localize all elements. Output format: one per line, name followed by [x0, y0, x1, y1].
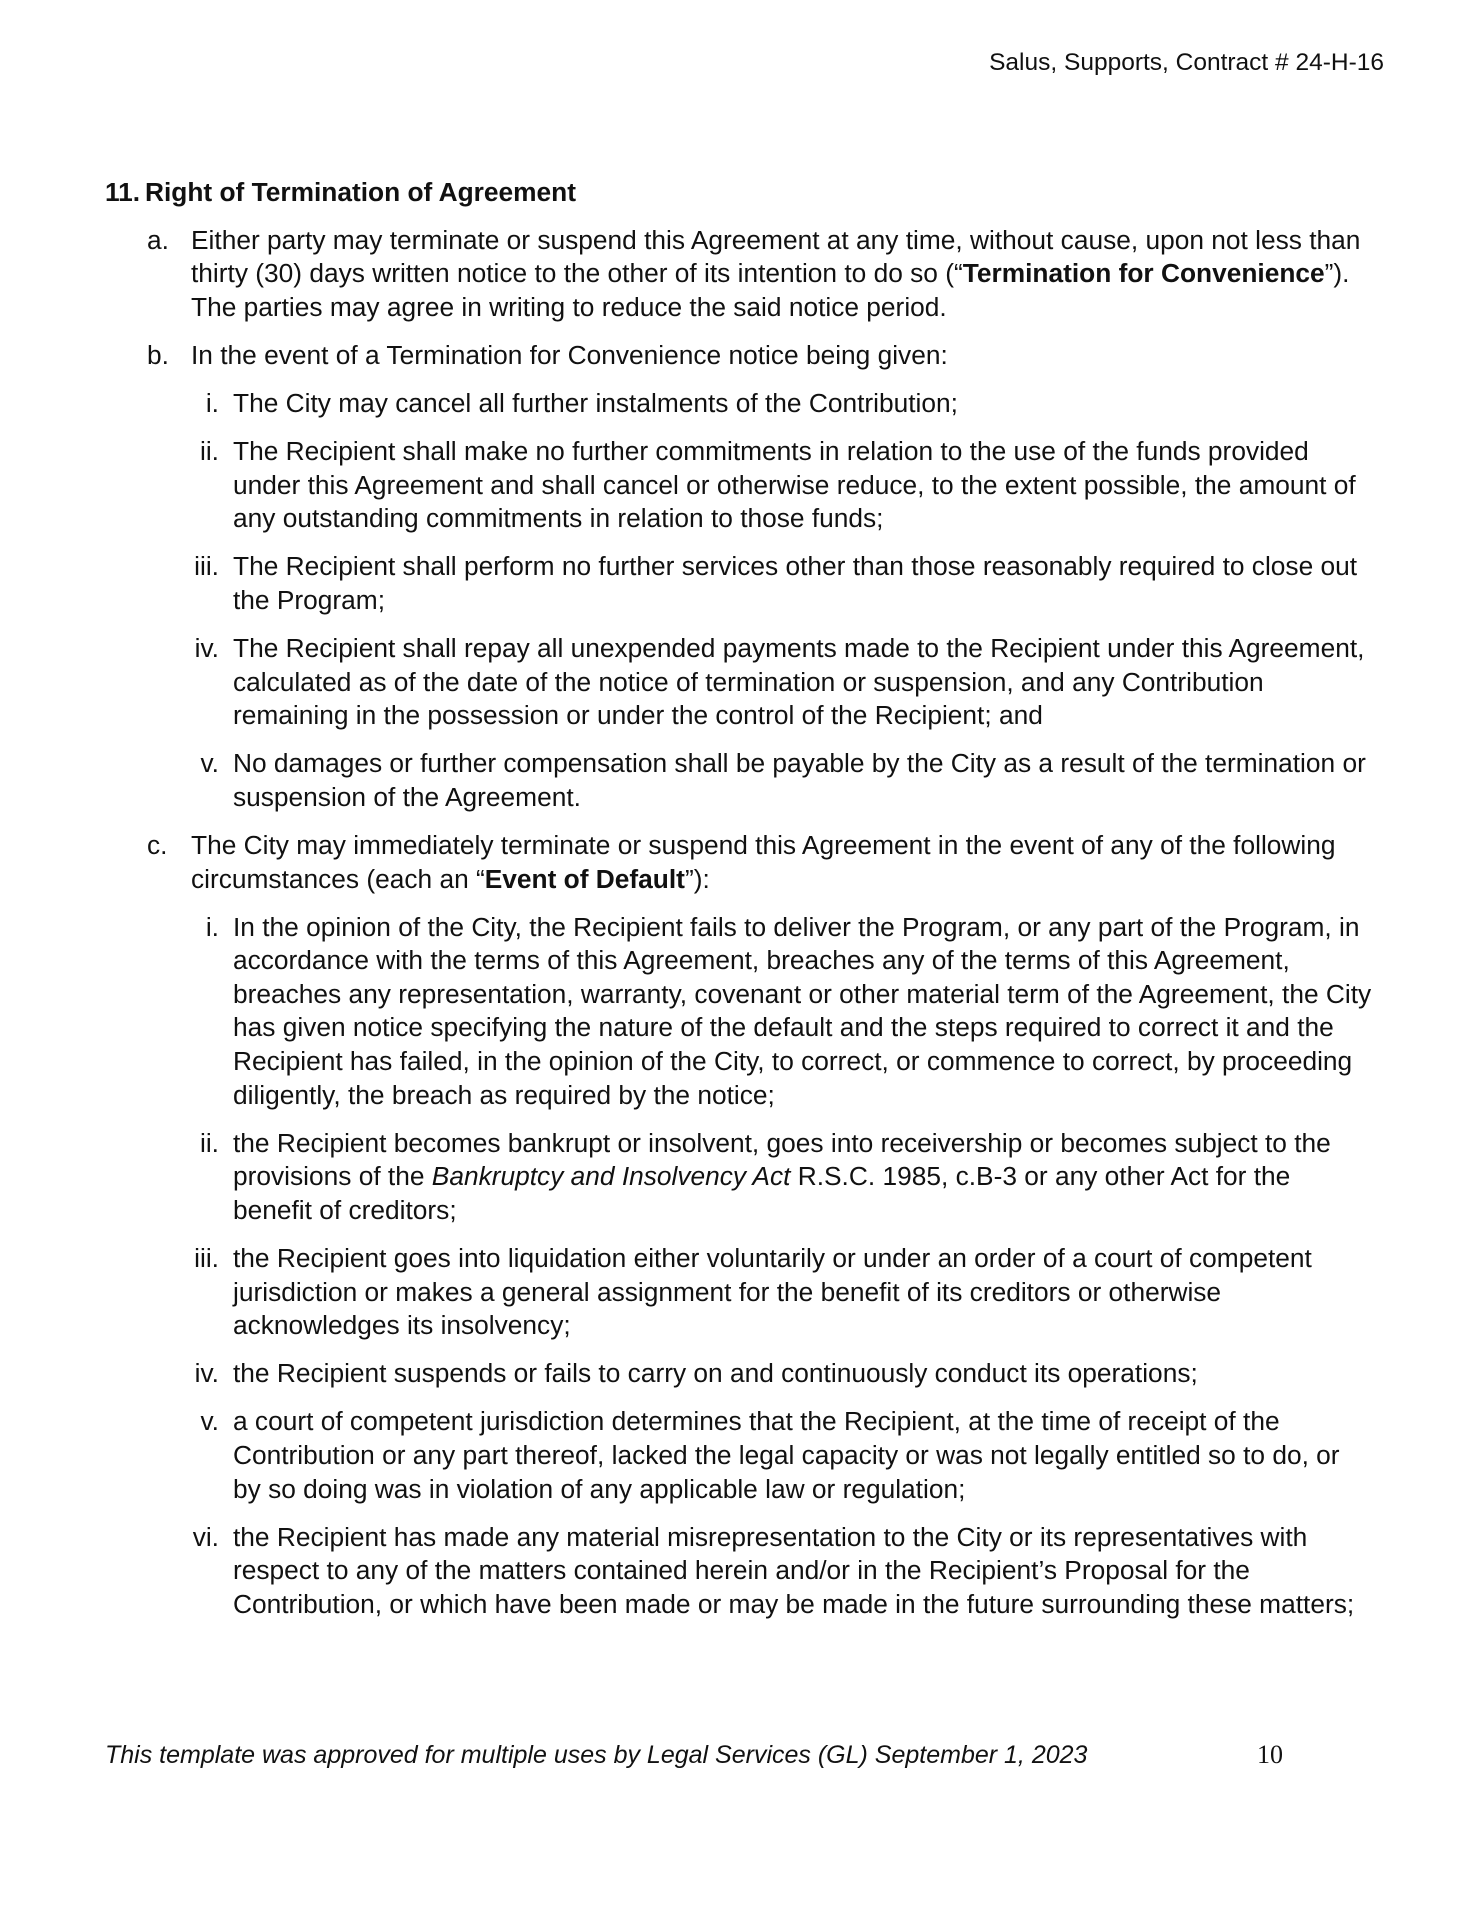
defined-term: Event of Default	[484, 863, 685, 894]
text-run: the Recipient suspends or fails to carry on and continuously conduct its operations;	[233, 1358, 1198, 1389]
clause-label: iv.	[194, 633, 219, 664]
clause-label: i.	[205, 387, 219, 418]
clause-label: v.	[200, 1406, 219, 1437]
clause-text	[233, 911, 1373, 1113]
page-footer	[105, 1740, 1305, 1770]
text-run: The City may cancel all further instalments of the Contribution;	[233, 387, 958, 418]
subclause-item	[105, 1357, 1395, 1391]
document-body	[105, 176, 1395, 1636]
subclause-item	[105, 911, 1395, 1113]
clause-label: vi.	[192, 1521, 219, 1552]
clause-text	[233, 1242, 1373, 1343]
clause-text	[233, 387, 1373, 421]
running-header: Salus, Supports, Contract # 24-H-16	[989, 49, 1384, 76]
section-title: Right of Termination of Agreement	[145, 177, 576, 207]
subclause-item	[105, 747, 1395, 814]
subclause-item	[105, 1521, 1395, 1622]
clause-text	[233, 747, 1373, 814]
clause-text	[233, 550, 1373, 617]
clause-text	[233, 1521, 1373, 1622]
subclause-item	[105, 1127, 1395, 1228]
text-run: In the opinion of the City, the Recipient fails to deliver the Program, or any part of the Program, in accordance with the terms of this Agreement, breaches any of the terms of this Agreement, breaches any representation, warranty, covenant or other material term of the Agreement, the City has given notice specifying the nature of the default and the steps required to correct it and the Recipient has failed, in the opinion of the City, to correct, or commence to correct, by proceeding diligently, the breach as required by the notice;	[233, 911, 1372, 1110]
section-heading	[105, 176, 1395, 210]
clause-label: i.	[205, 911, 219, 942]
clause-label: ii.	[200, 1127, 219, 1158]
text-run: the Recipient becomes bankrupt or insolvent, goes into receivership or becomes subject to the provisions of the	[233, 1127, 1331, 1192]
text-run: the Recipient has made any material misrepresentation to the City or its representatives with respect to any of the matters contained herein and/or in the Recipient’s Proposal for the Contribution, or which have been made or may be made in the future surrounding these matters;	[233, 1521, 1355, 1619]
clause-text	[233, 435, 1373, 536]
clause-label: a.	[147, 224, 169, 255]
footer-approval-note: This template was approved for multiple uses by Legal Services (GL) September 1, 2023	[105, 1741, 1088, 1769]
clause-label: iii.	[194, 1243, 219, 1274]
clause-text	[191, 339, 1371, 373]
statute-title: Bankruptcy and Insolvency Act	[431, 1161, 791, 1192]
clause-text	[233, 1357, 1373, 1391]
clause-item	[105, 829, 1395, 896]
subclause-item	[105, 387, 1395, 421]
text-run: Either party may terminate or suspend this Agreement at any time, without cause, upon not less than thirty (30) days written notice to the other of its intention to do so (“	[191, 224, 1361, 289]
clause-text	[233, 1127, 1373, 1228]
clause-text	[191, 829, 1371, 896]
subclause-item	[105, 1242, 1395, 1343]
clause-label: iii.	[194, 551, 219, 582]
clause-label: v.	[200, 748, 219, 779]
clause-item	[105, 339, 1395, 373]
clause-label: c.	[147, 830, 168, 860]
subclause-item	[105, 632, 1395, 733]
text-run: The City may immediately terminate or suspend this Agreement in the event of any of the following circumstances (each an “	[191, 830, 1336, 894]
text-run: The Recipient shall perform no further services other than those reasonably required to close out the Program;	[233, 551, 1358, 615]
clause-text	[191, 224, 1371, 325]
defined-term: Termination for Convenience	[962, 258, 1325, 289]
clause-label: b.	[147, 339, 169, 370]
text-run: ”):	[684, 863, 710, 894]
text-run: The Recipient shall make no further commitments in relation to the use of the funds provided under this Agreement and shall cancel or otherwise reduce, to the extent possible, the amount of any outstanding commitments in relation to those funds;	[233, 436, 1356, 534]
clause-text	[233, 632, 1373, 733]
text-run: No damages or further compensation shall be payable by the City as a result of the termination or suspension of the Agreement.	[233, 748, 1366, 812]
subclause-item	[105, 1405, 1395, 1506]
text-run: The Recipient shall repay all unexpended payments made to the Recipient under this Agreement, calculated as of the date of the notice of termination or suspension, and any Contribution remaining in the possession or under the control of the Recipient; and	[233, 633, 1365, 731]
section-number: 11.	[105, 177, 141, 207]
text-run: In the event of a Termination for Convenience notice being given:	[191, 339, 948, 370]
text-run: the Recipient goes into liquidation either voluntarily or under an order of a court of competent jurisdiction or makes a general assignment for the benefit of its creditors or otherwise acknowledges its insolvency;	[233, 1243, 1312, 1341]
clause-label: iv.	[194, 1358, 219, 1389]
clause-label: ii.	[200, 436, 219, 467]
clause-item	[105, 224, 1395, 325]
subclause-item	[105, 435, 1395, 536]
subclause-item	[105, 550, 1395, 617]
text-run: ”). The parties may agree in writing to reduce the said notice period.	[191, 258, 1350, 322]
page-number: 10	[1257, 1740, 1283, 1769]
clause-list	[105, 224, 1395, 1622]
text-run: a court of competent jurisdiction determines that the Recipient, at the time of receipt of the Contribution or any part thereof, lacked the legal capacity or was not legally entitled so to do, or by so doing was in violation of any applicable law or regulation;	[233, 1406, 1340, 1504]
text-run: R.S.C. 1985, c.B-3 or any other Act for the benefit of creditors;	[233, 1161, 1291, 1225]
clause-text	[233, 1405, 1373, 1506]
